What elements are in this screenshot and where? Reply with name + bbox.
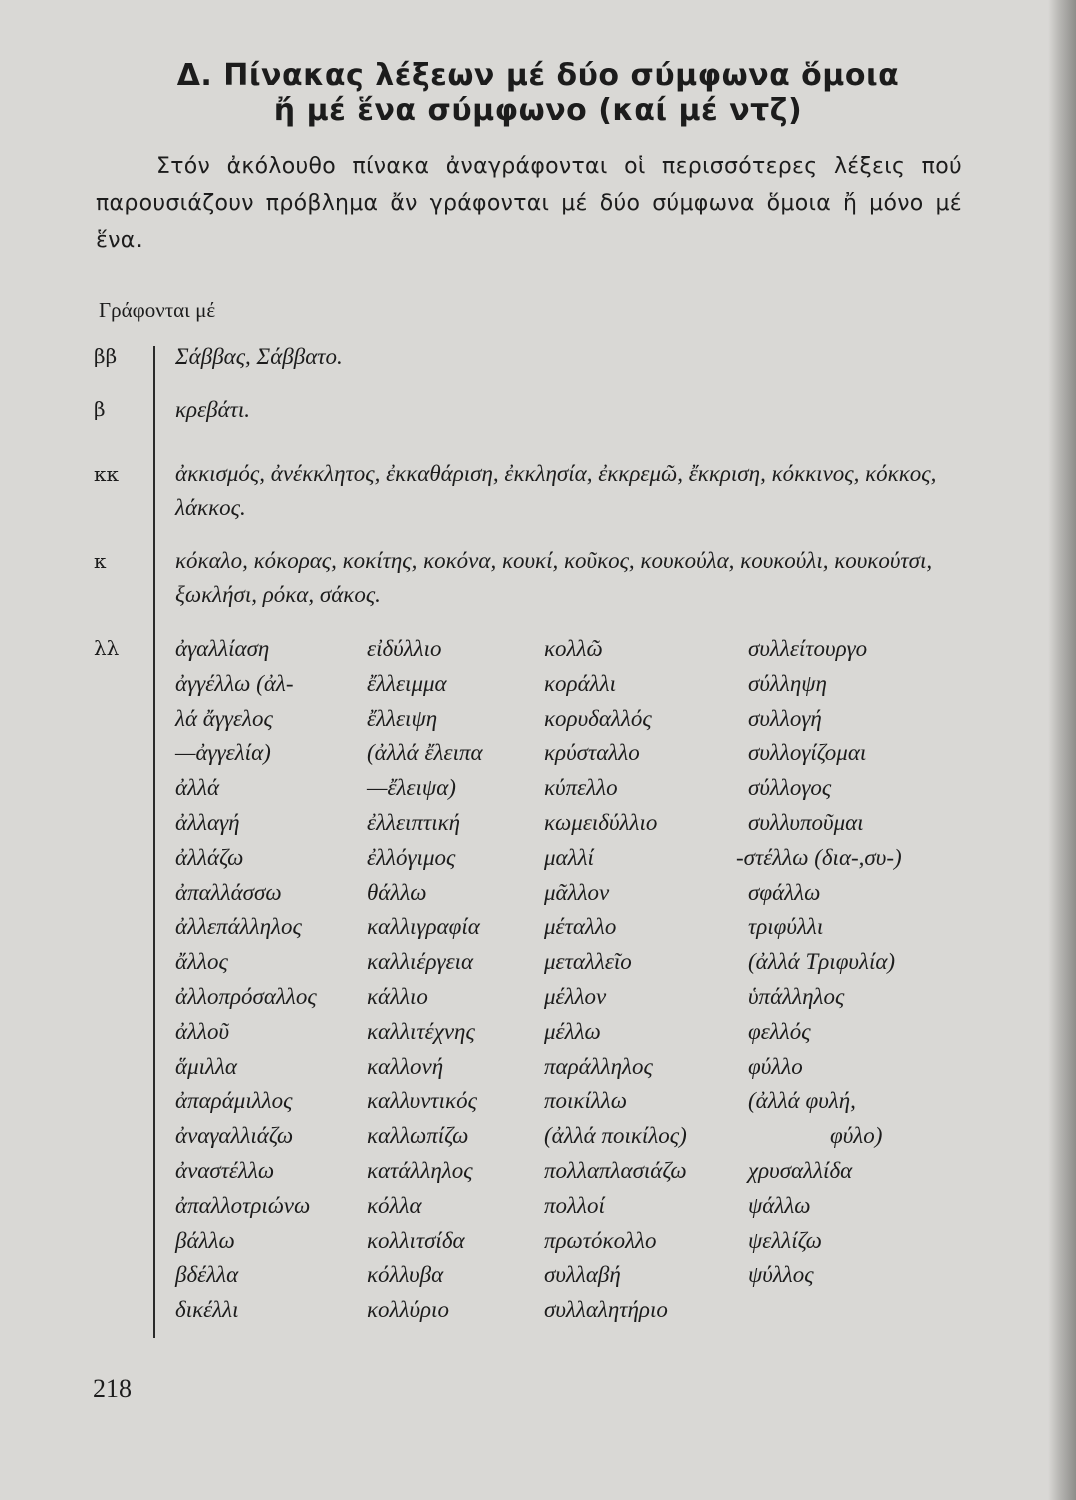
word-entry: κολλῶ: [544, 636, 603, 661]
word-entry: ἀλλοῦ: [175, 1018, 230, 1044]
words-k: κόκαλο, κόκορας, κοκίτης, κοκόνα, κουκί, κοῦκος, κουκούλα, κουκούλι, κουκούτσι, ξωκλήσι, ρόκα, σάκος.: [175, 548, 933, 607]
word-entry: (ἀλλά φυλή,: [748, 1088, 856, 1114]
word-entry: καλλιγραφία: [367, 914, 480, 940]
word-entry: παράλληλος: [544, 1053, 653, 1079]
word-entry: ἄλλος: [175, 949, 228, 975]
word-entry: κολλιτσίδα: [367, 1227, 465, 1253]
word-entry: συλλαλητήριο: [544, 1297, 668, 1323]
word-entry: ἀλλαγή: [175, 809, 240, 835]
word-entry: καλλωπίζω: [367, 1123, 469, 1149]
words-bb: Σάββας, Σάββατο.: [175, 344, 343, 369]
table-divider: [153, 346, 155, 1338]
word-entry: ἀπαράμιλλος: [175, 1088, 293, 1114]
words-b: κρεβάτι.: [175, 397, 251, 422]
word-entry: εἰδύλλιο: [367, 636, 442, 661]
word-entry: —ἀγγελία): [175, 740, 271, 766]
word-entry: ἀναστέλλω: [175, 1157, 275, 1183]
word-entry: συλλείτουργο: [748, 636, 868, 661]
word-entry: θάλλω: [367, 879, 427, 905]
word-entry: (ἀλλά Τριφυλία): [748, 949, 896, 975]
word-entry: ἅμιλλα: [175, 1053, 238, 1079]
word-entry: κατάλληλος: [367, 1157, 473, 1183]
word-entry: ἀναγαλλιάζω: [175, 1123, 294, 1149]
word-entry: καλλυντικός: [367, 1088, 477, 1114]
word-entry: (ἀλλά ποικίλος): [544, 1123, 687, 1149]
words-ll-column-4: [736, 632, 902, 1293]
word-entry: δικέλλι: [175, 1297, 239, 1323]
words-ll-column-1: [175, 632, 317, 1328]
word-entry: συλλογίζομαι: [748, 740, 867, 766]
intro-paragraph: Στόν ἀκόλουθο πίνακα ἀναγράφονται οἱ περισσότερες λέξεις πού παρουσιάζουν πρόβλημα ἄν γράφονται μέ δύο σύμφωνα ὅμοια ἤ μόνο μέ ἕνα.: [96, 154, 962, 253]
word-entry: συλλογή: [748, 705, 822, 731]
word-entry: λά ἄγγελος: [175, 705, 273, 731]
word-entry: ἔλλειμμα: [367, 670, 447, 696]
words-ll-column-3: [544, 632, 687, 1328]
word-entry: ψελλίζω: [748, 1227, 822, 1253]
word-entry: ποικίλλω: [544, 1088, 628, 1114]
word-entry: ἀγαλλίαση: [175, 636, 270, 661]
word-entry: ἀλλά: [175, 775, 220, 801]
word-entry: —ἔλειψα): [367, 775, 456, 801]
word-entry: κωμειδύλλιο: [544, 809, 658, 835]
word-entry: κοράλλι: [544, 670, 616, 696]
word-entry: φύλλο: [748, 1053, 803, 1079]
word-entry: πολλοί: [544, 1192, 605, 1218]
letter-kk: κκ: [94, 462, 119, 486]
letter-k: κ: [94, 549, 107, 573]
word-entry: πρωτόκολλο: [544, 1227, 657, 1253]
word-entry: συλλυποῦμαι: [748, 809, 864, 835]
heading-line-1: Δ. Πίνακας λέξεων μέ δύο σύμφωνα ὅμοια: [176, 58, 900, 93]
word-entry: ἀπαλλάσσω: [175, 879, 282, 905]
letter-ll: λλ: [94, 636, 120, 660]
word-entry: καλλονή: [367, 1053, 444, 1079]
letter-b: β: [94, 397, 106, 421]
word-entry: κάλλιο: [367, 983, 428, 1009]
word-entry: τριφύλλι: [748, 914, 824, 940]
word-entry: κόλλα: [367, 1192, 422, 1218]
word-entry: ἀπαλλοτριώνω: [175, 1192, 311, 1218]
word-entry: πολλαπλασιάζω: [544, 1157, 687, 1183]
word-entry: ἀλλοπρόσαλλος: [175, 983, 317, 1009]
word-entry: σύλληψη: [748, 670, 827, 696]
word-entry: βάλλω: [175, 1227, 235, 1253]
word-entry: ἀγγέλλω (ἀλ-: [175, 670, 294, 696]
page-number: 218: [93, 1374, 132, 1403]
word-entry: ἀλλεπάλληλος: [175, 914, 302, 940]
word-entry: κρύσταλλο: [544, 740, 640, 766]
word-entry: κορυδαλλός: [544, 705, 652, 731]
word-entry: σύλλογος: [748, 775, 832, 801]
word-entry: μέλλον: [544, 983, 607, 1009]
word-entry: καλλιτέχνης: [367, 1018, 475, 1044]
word-entry: σφάλλω: [748, 879, 821, 905]
table-label: Γράφονται μέ: [99, 298, 216, 322]
word-entry: κύπελλο: [544, 775, 618, 801]
word-entry: ὑπάλληλος: [748, 983, 845, 1009]
word-entry: ἐλλόγιμος: [367, 844, 456, 870]
word-entry: καλλιέργεια: [367, 949, 474, 975]
letter-bb: ββ: [94, 344, 118, 368]
word-entry: ψύλλος: [748, 1262, 814, 1288]
word-entry: βδέλλα: [175, 1262, 239, 1288]
word-entry: ἔλλειψη: [367, 705, 438, 731]
word-entry: μέταλλο: [544, 914, 617, 940]
word-entry: φελλός: [748, 1018, 811, 1044]
word-entry: ἐλλειπτική: [367, 809, 461, 835]
word-entry: κολλύριο: [367, 1297, 449, 1323]
word-entry: μεταλλεῖο: [544, 949, 632, 975]
word-entry: -στέλλω (δια-,συ-): [736, 844, 902, 870]
word-entry: κόλλυβα: [367, 1262, 444, 1288]
word-entry: ψάλλω: [748, 1192, 811, 1218]
word-entry: χρυσαλλίδα: [748, 1157, 853, 1183]
word-entry: ἀλλάζω: [175, 844, 244, 870]
heading-line-2: ἤ μέ ἕνα σύμφωνο (καί μέ ντζ): [273, 93, 803, 128]
page-edge: [1048, 0, 1076, 1500]
word-entry: μέλλω: [544, 1018, 601, 1044]
words-ll-column-2: [367, 632, 483, 1328]
word-entry: (ἀλλά ἔλειπα: [367, 740, 483, 766]
word-entry: μαλλί: [544, 844, 594, 870]
word-entry: συλλαβή: [544, 1262, 621, 1288]
words-kk: ἀκκισμός, ἀνέκκλητος, ἐκκαθάριση, ἐκκλησία, ἐκκρεμῶ, ἔκκριση, κόκκινος, κόκκος, λάκκος.: [175, 461, 937, 520]
word-entry: μᾶλλον: [544, 879, 610, 905]
word-entry: φύλο): [830, 1123, 883, 1149]
